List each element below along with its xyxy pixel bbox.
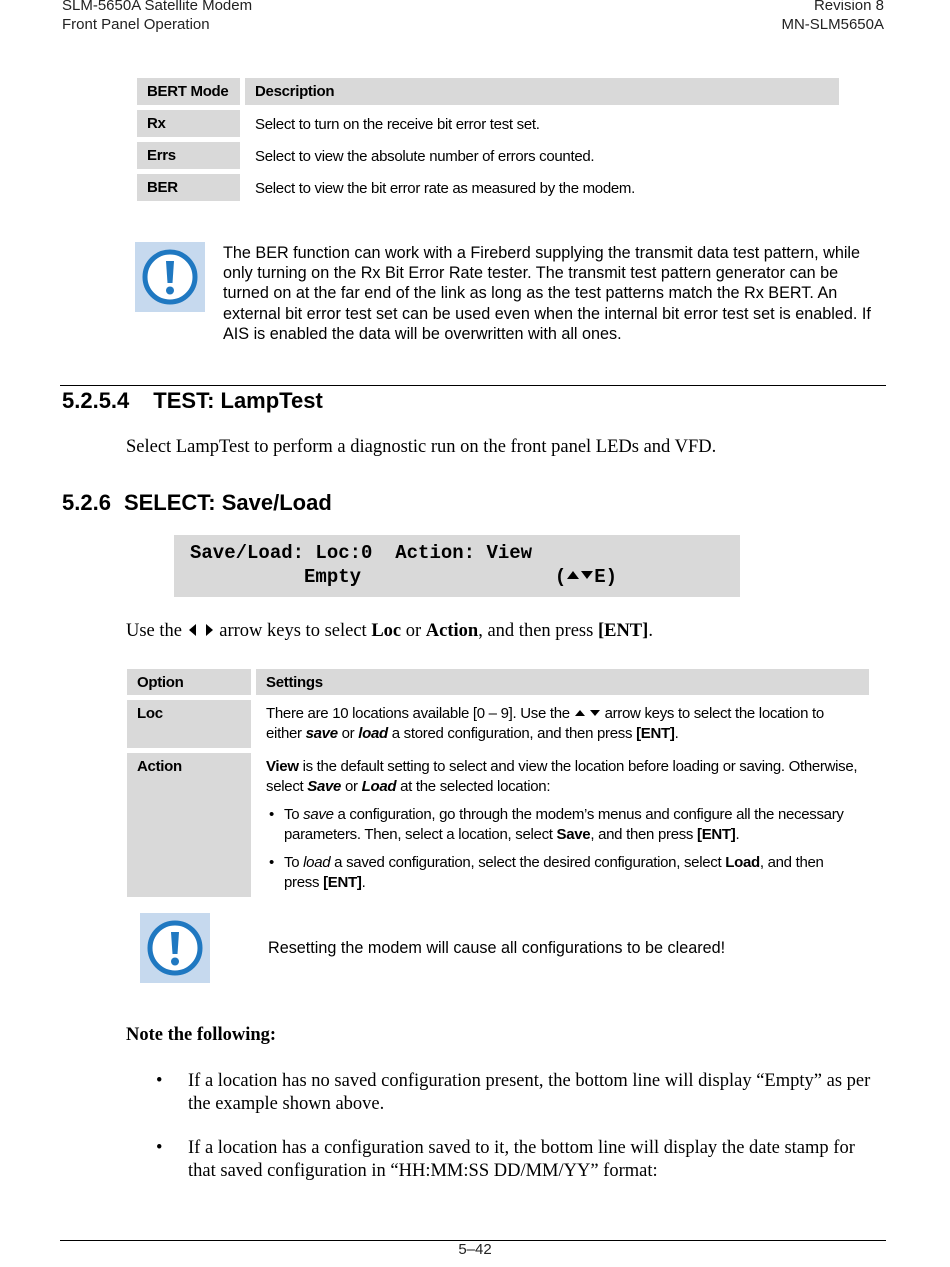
bert-desc-cell: Select to view the absolute number of errors counted. xyxy=(245,142,839,169)
bullet-icon: • xyxy=(156,1071,163,1091)
instr-text: arrow keys to select xyxy=(214,621,372,641)
settings-save: save xyxy=(305,725,338,742)
settings-save: Save xyxy=(307,778,342,795)
col-header-bert-mode: BERT Mode xyxy=(137,78,240,105)
ber-note-text: The BER function can work with a Fireberd supplying the transmit data test pattern, while only turning on the Rx Bit Error Rate tester. The transmit test pattern generator can be turned on at the far end of the link as long as the test patterns match the Rx BERT. An external bit error test set can be used even when the internal bit error test set is enabled. If AIS is enabled the data will be overwritten with all ones. xyxy=(223,244,871,343)
exclamation-circle-icon xyxy=(140,913,210,983)
section-heading-lamptest xyxy=(62,388,323,414)
settings-text: , and then press xyxy=(284,854,824,891)
section-divider xyxy=(60,385,886,386)
bert-mode-cell: BER xyxy=(137,174,240,201)
settings-text: arrow keys to select the location to either xyxy=(266,705,824,742)
bullet-icon: • xyxy=(269,806,274,823)
action-intro xyxy=(266,757,859,797)
settings-text: There are 10 locations available [0 – 9]. Use the xyxy=(266,705,574,722)
page-number: 5–42 xyxy=(458,1241,492,1258)
bert-desc-cell: Select to turn on the receive bit error test set. xyxy=(245,110,839,137)
save-load-options-table xyxy=(122,664,874,902)
table-header-row xyxy=(137,78,839,105)
lamptest-paragraph: Select LampTest to perform a diagnostic run on the front panel LEDs and VFD. xyxy=(126,437,717,457)
table-row xyxy=(127,753,869,897)
header-chapter: Front Panel Operation xyxy=(62,16,210,33)
settings-load: load xyxy=(303,854,331,871)
settings-load-bold: Load xyxy=(725,854,760,871)
section-title: TEST: LampTest xyxy=(153,388,323,413)
header-revision: Revision 8 xyxy=(813,0,884,14)
bert-desc-cell: Select to view the bit error rate as measured by the modem. xyxy=(245,174,839,201)
col-header-description: Description xyxy=(245,78,839,105)
bullet-icon: • xyxy=(156,1138,163,1158)
bullet-text: If a location has no saved configuration present, the bottom line will display “Empty” as per the example shown above. xyxy=(188,1071,871,1114)
down-arrow-icon xyxy=(580,566,594,588)
section-title: SELECT: Save/Load xyxy=(123,490,332,515)
header-manual-number: MN-SLM5650A xyxy=(781,16,884,33)
settings-text: . xyxy=(735,826,740,843)
settings-save: save xyxy=(303,806,334,823)
vfd-display-screen xyxy=(174,535,740,597)
instr-loc: Loc xyxy=(371,621,402,641)
settings-text: a saved configuration, select the desired configuration, select xyxy=(330,854,726,871)
option-loc-settings xyxy=(256,700,869,748)
table-row xyxy=(137,174,839,201)
up-arrow-icon xyxy=(566,566,580,588)
settings-text: , and then press xyxy=(590,826,697,843)
bullet-text: If a location has a configuration saved to it, the bottom line will display the date stamp for that saved configuration in “HH:MM:SS DD/MM/YY” format: xyxy=(188,1138,855,1181)
settings-text: To xyxy=(284,854,304,871)
settings-ent: [ENT] xyxy=(697,826,736,843)
settings-text: a stored configuration, and then press xyxy=(387,725,637,742)
header-product: SLM-5650A Satellite Modem xyxy=(62,0,253,14)
instr-action: Action xyxy=(425,621,479,641)
table-header-row xyxy=(127,669,869,695)
bullet-text xyxy=(284,853,859,893)
option-loc-cell: Loc xyxy=(127,700,251,748)
option-action-cell: Action xyxy=(127,753,251,897)
instr-text: , and then press xyxy=(478,621,598,641)
settings-text: . xyxy=(674,725,679,742)
section-number: 5.2.5.4 xyxy=(62,388,130,413)
display-line-2-end: E) xyxy=(594,566,618,588)
settings-text: To xyxy=(284,806,304,823)
option-action-settings xyxy=(256,753,869,897)
table-row xyxy=(137,110,839,137)
settings-load: Load xyxy=(361,778,397,795)
settings-text: . xyxy=(361,874,366,891)
note-following-heading: Note the following: xyxy=(126,1025,277,1045)
settings-text: is the default setting to select and view the location before loading or saving. Otherwise, select xyxy=(266,758,858,795)
settings-text: or xyxy=(341,778,362,795)
section-number: 5.2.6 xyxy=(62,490,111,515)
down-arrow-icon xyxy=(589,705,601,722)
bullet-icon: • xyxy=(269,854,274,871)
col-header-option: Option xyxy=(127,669,251,695)
list-item xyxy=(126,1137,886,1183)
list-item xyxy=(266,853,859,893)
bert-mode-cell: Rx xyxy=(137,110,240,137)
settings-ent: [ENT] xyxy=(636,725,675,742)
list-item xyxy=(266,805,859,845)
table-row xyxy=(127,700,869,748)
settings-ent: [ENT] xyxy=(323,874,362,891)
settings-save-bold: Save xyxy=(556,826,591,843)
section-heading-save-load xyxy=(62,490,332,516)
table-row xyxy=(137,142,839,169)
running-header-left xyxy=(62,0,252,34)
instr-text: or xyxy=(401,621,426,641)
instr-text: Use the xyxy=(126,621,187,641)
settings-text: or xyxy=(337,725,359,742)
instr-ent: [ENT] xyxy=(597,621,649,641)
reset-note-text: Resetting the modem will cause all configurations to be cleared! xyxy=(268,939,726,957)
save-load-instruction xyxy=(126,620,653,643)
exclamation-circle-icon xyxy=(135,242,205,312)
bert-mode-table xyxy=(132,73,844,206)
left-arrow-icon xyxy=(187,621,199,641)
instr-text: . xyxy=(648,621,653,641)
settings-view: View xyxy=(266,758,299,775)
display-line-1: Save/Load: Loc:0 Action: View xyxy=(190,542,533,564)
right-arrow-icon xyxy=(203,621,215,641)
display-line-2: Empty ( xyxy=(190,566,567,588)
bullet-text xyxy=(284,805,859,845)
settings-text: at the selected location: xyxy=(396,778,551,795)
settings-text: a configuration, go through the modem’s menus and configure all the necessary parameters. Then, select a location, select xyxy=(284,806,844,843)
list-item xyxy=(126,1070,886,1116)
up-arrow-icon xyxy=(574,705,586,722)
running-header-right xyxy=(781,0,884,34)
bert-mode-cell: Errs xyxy=(137,142,240,169)
settings-load: load xyxy=(358,725,388,742)
col-header-settings: Settings xyxy=(256,669,869,695)
